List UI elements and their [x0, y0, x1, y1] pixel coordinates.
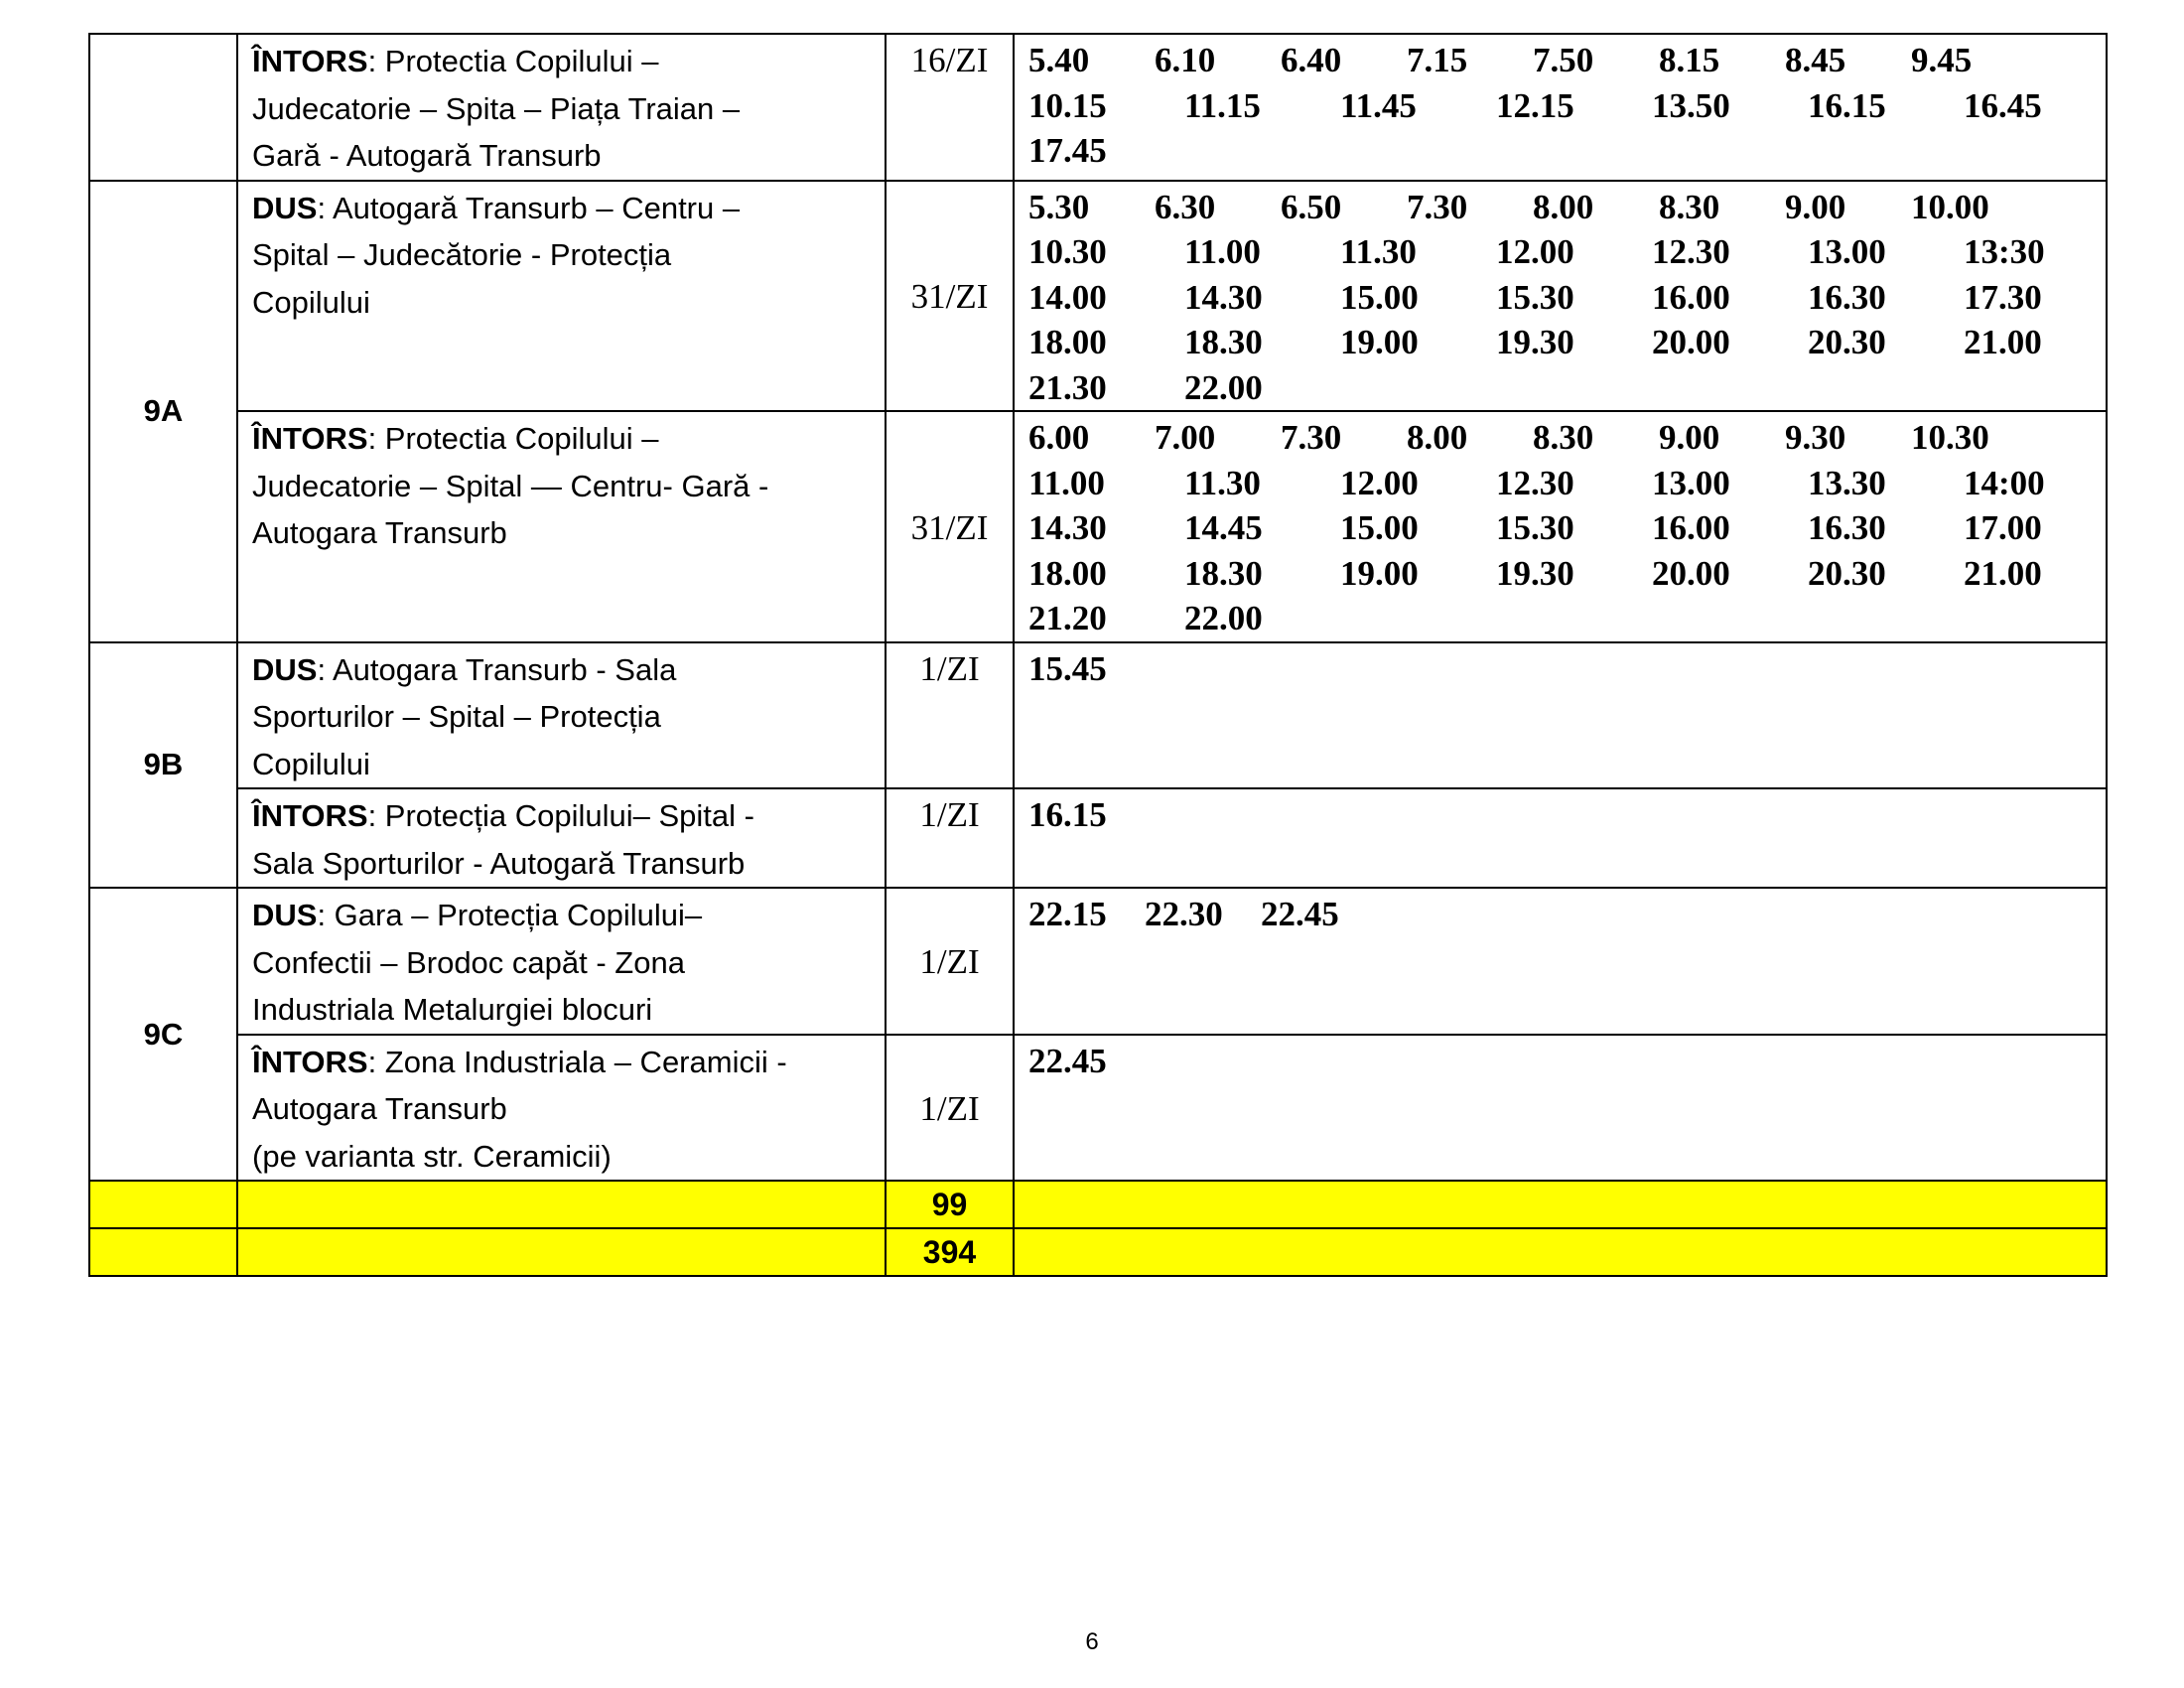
departure-time: 17.30 [1964, 277, 2042, 317]
departure-time: 10.30 [1911, 418, 1989, 457]
table-row [89, 642, 2107, 789]
frequency-cell: 1/ZI [886, 788, 1014, 888]
departure-time: 13.00 [1652, 463, 1730, 502]
direction-label: ÎNTORS [252, 798, 368, 833]
departure-time: 21.20 [1028, 599, 1107, 637]
time-row [1028, 551, 2106, 597]
departure-times [1014, 888, 2107, 1035]
departure-time: 12.15 [1496, 85, 1574, 125]
departure-times [1014, 34, 2107, 181]
departure-time: 18.00 [1028, 323, 1107, 361]
route-number: 9B [89, 642, 237, 889]
departure-time: 7.30 [1407, 187, 1468, 226]
total-row [89, 1228, 2107, 1276]
table-row [89, 34, 2107, 181]
departure-time: 9.00 [1659, 418, 1720, 457]
route-description: DUS: Autogară Transurb – Centru – Spital – Judecătorie - Protecția Copilului [237, 181, 886, 412]
departure-time: 11.30 [1184, 463, 1261, 502]
route-number: 9A [89, 181, 237, 642]
time-row [1028, 38, 2106, 83]
frequency-cell: 31/ZI [886, 411, 1014, 642]
departure-time: 21.00 [1964, 323, 2042, 361]
direction-label: ÎNTORS [252, 1044, 368, 1079]
departure-time: 11.00 [1184, 232, 1261, 271]
time-row [1028, 792, 2106, 838]
total-value: 99 [886, 1181, 1014, 1228]
table-row [89, 788, 2107, 888]
route-description: ÎNTORS: Protecția Copilului– Spital - Sala Sporturilor - Autogară Transurb [237, 788, 886, 888]
departure-times [1014, 642, 2107, 789]
departure-time: 11.15 [1184, 85, 1261, 125]
departure-time: 12.30 [1496, 463, 1574, 502]
departure-time: 7.00 [1155, 418, 1216, 457]
time-row [1028, 365, 2106, 411]
direction-label: DUS [252, 651, 318, 687]
time-row [1028, 185, 2106, 230]
departure-time: 19.00 [1340, 323, 1419, 361]
departure-time: 15.00 [1340, 277, 1419, 317]
time-row [1028, 415, 2106, 461]
route-description: ÎNTORS: Zona Industriala – Ceramicii - Autogara Transurb (pe varianta str. Ceramicii) [237, 1035, 886, 1182]
departure-times [1014, 1035, 2107, 1182]
time-row [1028, 83, 2106, 129]
departure-time: 6.00 [1028, 418, 1090, 457]
departure-time: 10.15 [1028, 85, 1107, 125]
time-row [1028, 320, 2106, 365]
departure-time: 9.30 [1785, 418, 1846, 457]
departure-times [1014, 411, 2107, 642]
time-row [1028, 892, 2106, 937]
departure-time: 15.00 [1340, 508, 1419, 547]
departure-time: 8.00 [1533, 187, 1594, 226]
departure-time: 6.10 [1155, 41, 1216, 79]
departure-time: 8.15 [1659, 41, 1720, 79]
departure-time: 16.15 [1028, 795, 1107, 834]
direction-label: ÎNTORS [252, 44, 368, 78]
departure-time: 14.30 [1028, 508, 1107, 547]
departure-time: 14.00 [1028, 277, 1107, 317]
departure-time: 21.30 [1028, 367, 1107, 407]
departure-time: 17.45 [1028, 131, 1107, 170]
departure-time: 8.30 [1533, 418, 1594, 457]
departure-time: 15.30 [1496, 508, 1574, 547]
frequency-cell: 16/ZI [886, 34, 1014, 181]
departure-time: 14.30 [1184, 277, 1263, 317]
departure-time: 22.30 [1145, 895, 1223, 933]
departure-time: 16.00 [1652, 277, 1730, 317]
time-row [1028, 275, 2106, 321]
departure-time: 18.00 [1028, 553, 1107, 593]
departure-time: 19.00 [1340, 553, 1419, 593]
departure-time: 20.00 [1652, 323, 1730, 361]
time-row [1028, 646, 2106, 692]
departure-time: 11.30 [1340, 232, 1417, 271]
departure-time: 17.00 [1964, 508, 2042, 547]
departure-time: 14:00 [1964, 463, 2045, 502]
table-row [89, 1035, 2107, 1182]
time-row [1028, 596, 2106, 641]
departure-time: 11.45 [1340, 85, 1417, 125]
route-description: DUS: Autogara Transurb - Sala Sporturilor – Spital – Protecția Copilului [237, 642, 886, 789]
departure-time: 19.30 [1496, 553, 1574, 593]
departure-time: 18.30 [1184, 323, 1263, 361]
departure-time: 6.30 [1155, 187, 1216, 226]
direction-label: ÎNTORS [252, 421, 368, 456]
departure-time: 20.00 [1652, 553, 1730, 593]
departure-time: 15.45 [1028, 648, 1107, 688]
departure-time: 16.45 [1964, 85, 2042, 125]
departure-time: 7.50 [1533, 41, 1594, 79]
departure-time: 8.45 [1785, 41, 1846, 79]
departure-time: 12.00 [1340, 463, 1419, 502]
departure-time: 16.15 [1808, 85, 1886, 125]
departure-time: 9.45 [1911, 41, 1973, 79]
route-description: ÎNTORS: Protectia Copilului – Judecatorie – Spital — Centru- Gară - Autogara Transurb [237, 411, 886, 642]
route-description: DUS: Gara – Protecția Copilului– Confectii – Brodoc capăt - Zona Industriala Metalurgiei blocuri [237, 888, 886, 1035]
frequency-cell: 1/ZI [886, 642, 1014, 789]
departure-time: 14.45 [1184, 508, 1263, 547]
departure-time: 11.00 [1028, 463, 1105, 502]
departure-time: 16.00 [1652, 508, 1730, 547]
departure-time: 5.30 [1028, 187, 1090, 226]
departure-time: 8.30 [1659, 187, 1720, 226]
table-row [89, 181, 2107, 412]
route-number: 9C [89, 888, 237, 1181]
departure-times [1014, 788, 2107, 888]
departure-time: 20.30 [1808, 553, 1886, 593]
departure-time: 19.30 [1496, 323, 1574, 361]
departure-time: 9.00 [1785, 187, 1846, 226]
direction-label: DUS [252, 898, 318, 932]
departure-time: 7.30 [1281, 418, 1342, 457]
table-row [89, 888, 2107, 1035]
departure-time: 22.00 [1184, 367, 1263, 407]
departure-time: 21.00 [1964, 553, 2042, 593]
total-value: 394 [886, 1228, 1014, 1276]
departure-time: 16.30 [1808, 508, 1886, 547]
time-row [1028, 1039, 2106, 1084]
departure-time: 22.45 [1028, 1041, 1107, 1080]
departure-time: 22.15 [1028, 895, 1107, 933]
route-cell [89, 34, 237, 181]
departure-time: 16.30 [1808, 277, 1886, 317]
departure-time: 6.40 [1281, 41, 1342, 79]
departure-time: 13.30 [1808, 463, 1886, 502]
departure-time: 12.00 [1496, 232, 1574, 271]
departure-time: 5.40 [1028, 41, 1090, 79]
total-row [89, 1181, 2107, 1228]
table-row [89, 411, 2107, 642]
time-row [1028, 461, 2106, 506]
departure-time: 18.30 [1184, 553, 1263, 593]
route-description: ÎNTORS: Protectia Copilului – Judecatorie – Spita – Piața Traian – Gară - Autogară Transurb [237, 34, 886, 181]
departure-time: 22.00 [1184, 599, 1263, 637]
departure-time: 13.00 [1808, 232, 1886, 271]
departure-time: 13.50 [1652, 85, 1730, 125]
departure-time: 10.30 [1028, 232, 1107, 271]
schedule-table [88, 33, 2108, 1277]
departure-time: 10.00 [1911, 187, 1989, 226]
time-row [1028, 229, 2106, 275]
departure-time: 15.30 [1496, 277, 1574, 317]
departure-time: 20.30 [1808, 323, 1886, 361]
frequency-cell: 1/ZI [886, 1035, 1014, 1182]
departure-time: 12.30 [1652, 232, 1730, 271]
departure-time: 22.45 [1261, 895, 1339, 933]
direction-label: DUS [252, 190, 318, 225]
time-row [1028, 128, 2106, 174]
time-row [1028, 505, 2106, 551]
departure-time: 7.15 [1407, 41, 1468, 79]
page-number: 6 [1085, 1628, 1099, 1655]
departure-time: 6.50 [1281, 187, 1342, 226]
departure-time: 8.00 [1407, 418, 1468, 457]
departure-time: 13:30 [1964, 232, 2045, 271]
frequency-cell: 31/ZI [886, 181, 1014, 412]
departure-times [1014, 181, 2107, 412]
frequency-cell: 1/ZI [886, 888, 1014, 1035]
